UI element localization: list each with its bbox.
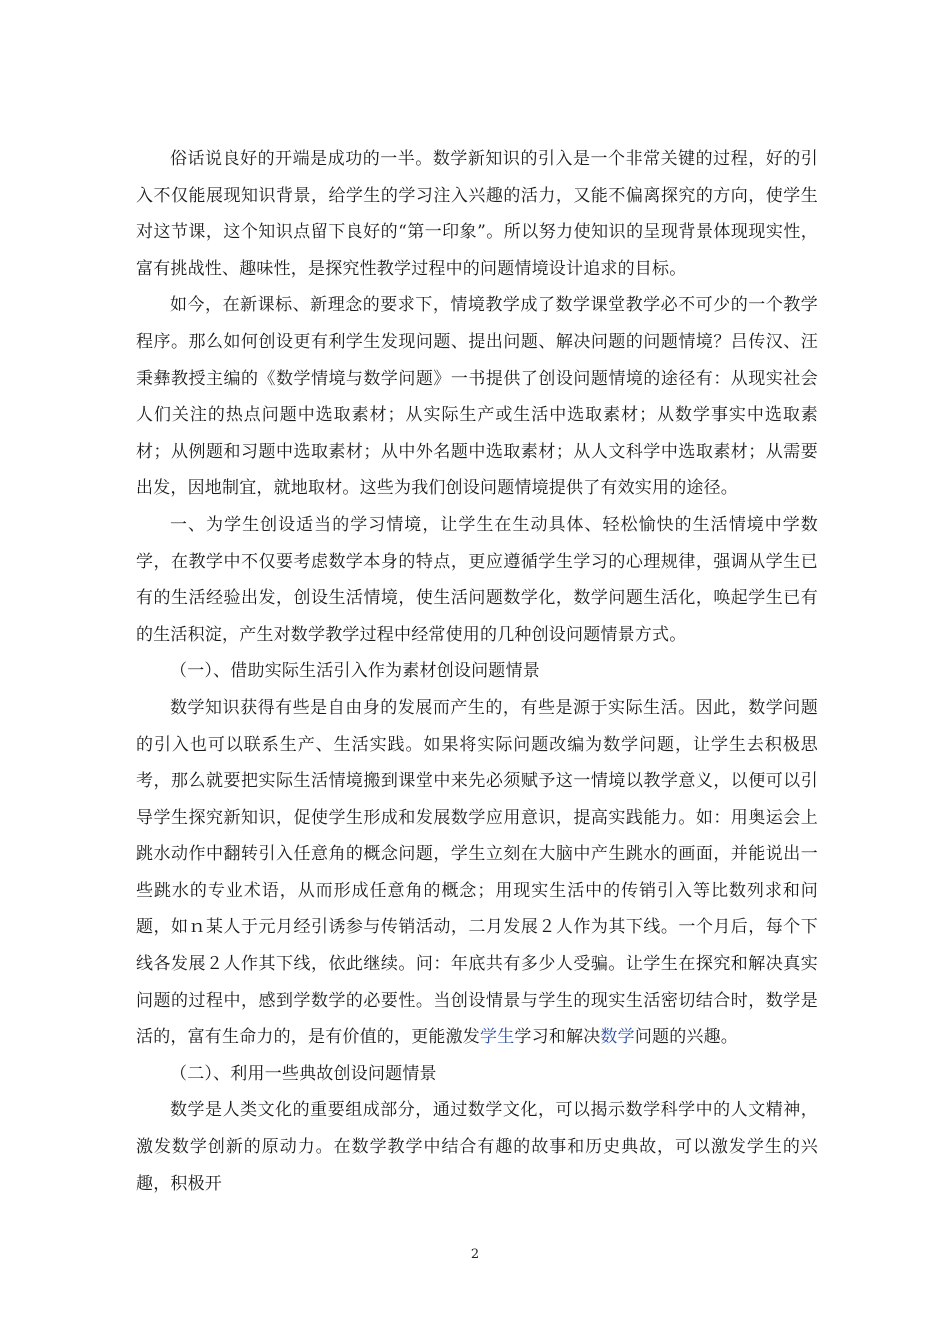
document-body [136,141,818,1202]
heading-real-life: （一）、借助实际生活引入作为素材创设问题情景 [170,661,540,682]
paragraph-real-life-text: 数学知识获得有些是自由身的发展而产生的，有些是源于实际生活。因此，数学问题的引入也可以联系生产、生活实践。如果将实际问题改编为数学问题，让学生去积极思考，那么就要把实际生活情境搬到课堂中来先必须赋予这一情境以教学意义，以便可以引导学生探究新知识，促使学生形成和发展数学应用意识，提高实践能力。如：用奥运会上跳水动作中翻转引入任意角的概念问题，学生立刻在大脑中产生跳水的画面，并能说出一些跳水的专业术语，从而形成任意角的概念；用现实生活中的传销引入等比数列求和问题，如ｎ某人于元月经引诱参与传销活动，二月发展２人作为其下线。一个月后，每个下线各发展２人作其下线，依此继续。问：年底共有多少人受骗。让学生在探究和解决真实问题的过程中，感到学数学的必要性。当创设情景与学生的现实生活密切结合时，数学是活的，富有生命力的，是有价值的，更能激发 [136,697,818,1048]
paragraph-real-life-text-end: 问题的兴趣。 [634,1027,739,1048]
paragraph-math-culture: 数学是人类文化的重要组成部分，通过数学文化，可以揭示数学科学中的人文精神，激发数学创新的原动力。在数学教学中结合有趣的故事和历史典故，可以激发学生的兴趣，积极开 [136,1100,818,1194]
paragraph-real-life [136,690,818,1056]
heading-allusions: （二）、利用一些典故创设问题情景 [170,1063,437,1084]
paragraph-section-one: 一、为学生创设适当的学习情境，让学生在生动具体、轻松愉快的生活情境中学数学，在教学中不仅要考虑数学本身的特点，更应遵循学生学习的心理规律，强调从学生已有的生活经验出发，创设生活情境，使生活问题数学化，数学问题生活化，唤起学生已有的生活积淀，产生对数学教学过程中经常使用的几种创设问题情景方式。 [136,514,818,645]
link-student[interactable]: 学生 [480,1027,515,1048]
page-number: 2 [470,1247,480,1262]
paragraph-intro: 俗话说良好的开端是成功的一半。数学新知识的引入是一个非常关键的过程，好的引入不仅能展现知识背景，给学生的学习注入兴趣的活力，又能不偏离探究的方向，使学生对这节课，这个知识点留下良好的“第一印象”。所以努力使知识的呈现背景体现现实性，富有挑战性、趣味性，是探究性教学过程中的问题情境设计追求的目标。 [136,149,818,279]
paragraph-situational-teaching: 如今，在新课标、新理念的要求下，情境教学成了数学课堂教学必不可少的一个教学程序。那么如何创设更有利学生发现问题、提出问题、解决问题的问题情境？吕传汉、汪秉彝教授主编的《数学情境与数学问题》一书提供了创设问题情境的途径有：从现实社会人们关注的热点问题中选取素材；从实际生产或生活中选取素材；从数学事实中选取素材；从例题和习题中选取素材；从中外名题中选取素材；从人文科学中选取素材；从需要出发，因地制宜，就地取材。这些为我们创设问题情境提供了有效实用的途径。 [136,295,818,499]
paragraph-real-life-text-mid: 学习和解决 [514,1027,601,1048]
link-math[interactable]: 数学 [600,1027,635,1048]
